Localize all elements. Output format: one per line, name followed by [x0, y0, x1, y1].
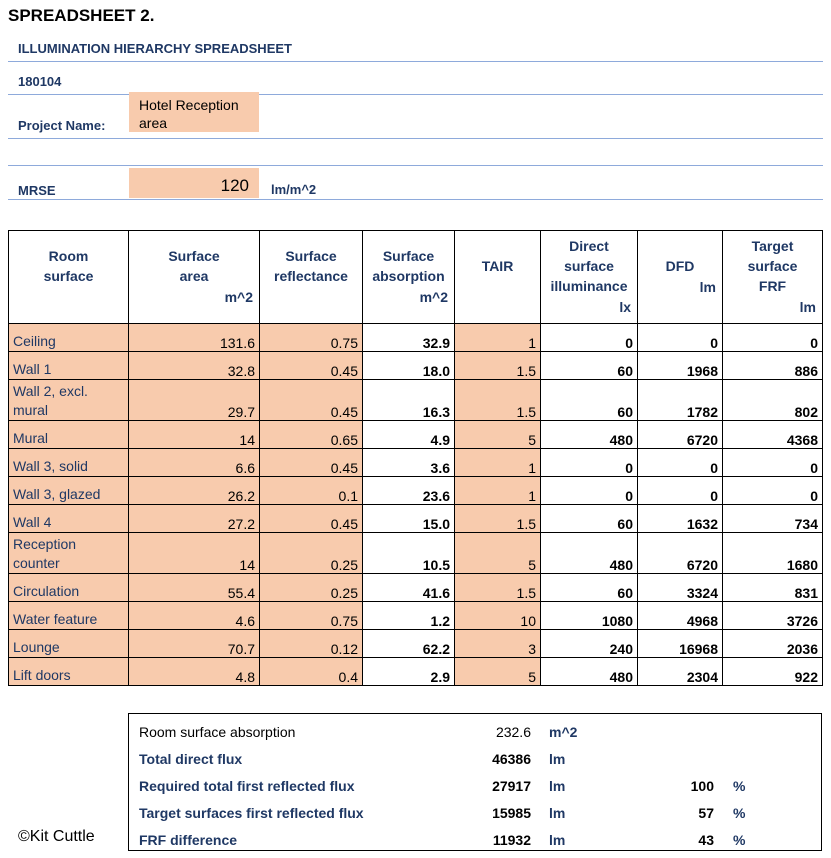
- table-cell-dfd: 1782: [638, 380, 723, 421]
- project-name-field[interactable]: [129, 92, 259, 132]
- summary-row: [129, 800, 821, 827]
- summary-row: [129, 719, 821, 746]
- summary-percent-sign: %: [733, 832, 746, 848]
- project-name-label: Project Name:: [18, 118, 106, 133]
- table-cell-area[interactable]: 26.2: [129, 477, 260, 505]
- table-cell-name[interactable]: Water feature: [9, 602, 129, 630]
- table-cell-tair[interactable]: 5: [455, 658, 541, 686]
- column-header-label: Surface absorption: [372, 248, 445, 284]
- table-cell-area[interactable]: 27.2: [129, 505, 260, 533]
- table-cell-dsi: 480: [541, 658, 638, 686]
- copyright-text: ©Kit Cuttle: [18, 828, 95, 845]
- table-cell-tair[interactable]: 1.5: [455, 574, 541, 602]
- table-row: [9, 574, 823, 602]
- summary-label: Total direct flux: [139, 751, 243, 767]
- table-cell-name[interactable]: Wall 3, glazed: [9, 477, 129, 505]
- summary-percent: 100: [690, 778, 714, 794]
- table-cell-tair[interactable]: 1: [455, 324, 541, 352]
- table-row: [9, 421, 823, 449]
- table-cell-name[interactable]: Lift doors: [9, 658, 129, 686]
- table-body: [9, 324, 823, 686]
- summary-value: 11932: [492, 832, 531, 848]
- table-cell-refl[interactable]: 0.1: [260, 477, 363, 505]
- table-row: [9, 505, 823, 533]
- mrse-value: 120: [220, 176, 249, 195]
- table-row: [9, 533, 823, 574]
- summary-row: [129, 746, 821, 773]
- table-cell-name[interactable]: Wall 1: [9, 352, 129, 380]
- table-cell-abs: 10.5: [363, 533, 455, 574]
- table-row: [9, 658, 823, 686]
- summary-value: 27917: [492, 778, 531, 794]
- table-cell-name[interactable]: Wall 3, solid: [9, 449, 129, 477]
- table-cell-abs: 16.3: [363, 380, 455, 421]
- summary-row: [129, 773, 821, 800]
- table-cell-refl[interactable]: 0.45: [260, 352, 363, 380]
- sheet-title: SPREADSHEET 2.: [8, 6, 155, 25]
- table-cell-abs: 3.6: [363, 449, 455, 477]
- table-cell-abs: 32.9: [363, 324, 455, 352]
- project-name-line1: Hotel Reception: [139, 97, 239, 113]
- project-name-line2: area: [139, 115, 168, 131]
- table-cell-name[interactable]: Wall 2, excl. mural: [9, 380, 129, 421]
- column-header-label: TAIR: [481, 258, 514, 274]
- table-cell-dsi: 1080: [541, 602, 638, 630]
- table-cell-dsi: 60: [541, 352, 638, 380]
- table-cell-abs: 15.0: [363, 505, 455, 533]
- summary-label: FRF difference: [139, 832, 238, 848]
- column-header-label: DFD: [665, 258, 695, 274]
- summary-percent-sign: %: [733, 805, 746, 821]
- illumination-table: [8, 230, 823, 686]
- table-cell-tair[interactable]: 3: [455, 630, 541, 658]
- table-row: [9, 352, 823, 380]
- table-cell-dsi: 60: [541, 505, 638, 533]
- table-cell-frf: 3726: [723, 602, 823, 630]
- summary-row: [129, 827, 821, 854]
- summary-unit: m^2: [549, 724, 578, 740]
- table-cell-refl[interactable]: 0.75: [260, 324, 363, 352]
- table-cell-refl[interactable]: 0.25: [260, 533, 363, 574]
- summary-percent: 43: [698, 832, 714, 848]
- summary-unit: lm: [549, 751, 566, 767]
- summary-percent: 57: [698, 805, 714, 821]
- table-cell-dfd: 3324: [638, 574, 723, 602]
- summary-label: Target surfaces first reflected flux: [139, 805, 364, 821]
- table-cell-frf: 831: [723, 574, 823, 602]
- column-header: [9, 231, 129, 324]
- column-header: [129, 231, 260, 324]
- column-header-unit: [9, 286, 128, 308]
- table-cell-abs: 41.6: [363, 574, 455, 602]
- table-cell-tair[interactable]: 1: [455, 477, 541, 505]
- column-header-label: Direct surface illuminance: [550, 238, 628, 294]
- table-cell-tair[interactable]: 1: [455, 449, 541, 477]
- table-cell-area[interactable]: 55.4: [129, 574, 260, 602]
- table-row: [9, 602, 823, 630]
- table-cell-area[interactable]: 4.6: [129, 602, 260, 630]
- table-cell-refl[interactable]: 0.75: [260, 602, 363, 630]
- column-header-unit: lm: [799, 299, 816, 315]
- column-header-label: Surface reflectance: [274, 248, 348, 284]
- table-cell-frf: 886: [723, 352, 823, 380]
- table-row: [9, 449, 823, 477]
- table-cell-abs: 18.0: [363, 352, 455, 380]
- table-cell-refl[interactable]: 0.12: [260, 630, 363, 658]
- table-cell-tair[interactable]: 1.5: [455, 352, 541, 380]
- mrse-unit: lm/m^2: [271, 182, 317, 197]
- table-cell-frf: 802: [723, 380, 823, 421]
- table-cell-dfd: 4968: [638, 602, 723, 630]
- table-cell-area[interactable]: 4.8: [129, 658, 260, 686]
- table-cell-area[interactable]: 14: [129, 421, 260, 449]
- table-cell-dfd: 0: [638, 449, 723, 477]
- summary-value: 15985: [492, 805, 531, 821]
- table-row: [9, 324, 823, 352]
- column-header: [260, 231, 363, 324]
- table-cell-dfd: 6720: [638, 533, 723, 574]
- table-cell-dsi: 0: [541, 477, 638, 505]
- mrse-field[interactable]: [129, 168, 259, 198]
- summary-label: Required total first reflected flux: [139, 778, 355, 794]
- table-cell-dfd: 2304: [638, 658, 723, 686]
- table-cell-name[interactable]: Circulation: [9, 574, 129, 602]
- table-cell-frf: 2036: [723, 630, 823, 658]
- column-header-unit: lm: [699, 279, 716, 295]
- table-header-row: [9, 231, 823, 324]
- mrse-label: MRSE: [18, 183, 56, 198]
- table-cell-area[interactable]: 131.6: [129, 324, 260, 352]
- table-cell-dsi: 0: [541, 324, 638, 352]
- table-cell-tair[interactable]: 1.5: [455, 380, 541, 421]
- summary-label: Room surface absorption: [139, 724, 296, 740]
- table-cell-refl[interactable]: 0.45: [260, 505, 363, 533]
- table-cell-abs: 4.9: [363, 421, 455, 449]
- table-cell-refl[interactable]: 0.45: [260, 380, 363, 421]
- table-cell-dfd: 1632: [638, 505, 723, 533]
- table-cell-area[interactable]: 32.8: [129, 352, 260, 380]
- column-header-unit: m^2: [224, 289, 253, 305]
- table-cell-tair[interactable]: 5: [455, 421, 541, 449]
- table-cell-dsi: 240: [541, 630, 638, 658]
- table-cell-tair[interactable]: 10: [455, 602, 541, 630]
- table-cell-name[interactable]: Reception counter: [9, 533, 129, 574]
- column-header-unit: lx: [619, 299, 631, 315]
- table-cell-frf: 0: [723, 477, 823, 505]
- table-row: [9, 477, 823, 505]
- table-cell-refl[interactable]: 0.65: [260, 421, 363, 449]
- summary-box: [128, 713, 822, 851]
- summary-unit: lm: [549, 805, 566, 821]
- column-header: [541, 231, 638, 324]
- column-header-label: Surface area: [168, 248, 220, 284]
- column-header: [455, 231, 541, 324]
- table-cell-abs: 1.2: [363, 602, 455, 630]
- table-cell-abs: 62.2: [363, 630, 455, 658]
- table-cell-name[interactable]: Wall 4: [9, 505, 129, 533]
- table-cell-area[interactable]: 14: [129, 533, 260, 574]
- table-cell-dfd: 16968: [638, 630, 723, 658]
- table-cell-tair[interactable]: 5: [455, 533, 541, 574]
- sheet-subtitle: ILLUMINATION HIERARCHY SPREADSHEET: [18, 41, 292, 56]
- table-cell-refl[interactable]: 0.4: [260, 658, 363, 686]
- table-cell-area[interactable]: 6.6: [129, 449, 260, 477]
- table-cell-name[interactable]: Lounge: [9, 630, 129, 658]
- column-header-unit: [260, 286, 362, 308]
- table-cell-frf: 922: [723, 658, 823, 686]
- table-cell-dsi: 60: [541, 574, 638, 602]
- table-cell-dfd: 6720: [638, 421, 723, 449]
- table-cell-name[interactable]: Mural: [9, 421, 129, 449]
- table-cell-tair[interactable]: 1.5: [455, 505, 541, 533]
- summary-value: 232.6: [495, 724, 531, 740]
- table-cell-frf: 0: [723, 324, 823, 352]
- summary-percent-sign: %: [733, 778, 746, 794]
- summary-value: 46386: [492, 751, 531, 767]
- table-cell-frf: 1680: [723, 533, 823, 574]
- column-header-label: Room surface: [43, 248, 94, 284]
- table-cell-frf: 734: [723, 505, 823, 533]
- table-cell-dsi: 480: [541, 533, 638, 574]
- summary-unit: lm: [549, 832, 566, 848]
- table-cell-frf: 0: [723, 449, 823, 477]
- table-cell-dsi: 0: [541, 449, 638, 477]
- column-header: [638, 231, 723, 324]
- summary-unit: lm: [549, 778, 566, 794]
- table-cell-refl[interactable]: 0.45: [260, 449, 363, 477]
- table-cell-refl[interactable]: 0.25: [260, 574, 363, 602]
- table-cell-area[interactable]: 70.7: [129, 630, 260, 658]
- table-row: [9, 380, 823, 421]
- table-cell-dfd: 1968: [638, 352, 723, 380]
- table-cell-dsi: 480: [541, 421, 638, 449]
- sheet-code: 180104: [18, 74, 62, 89]
- table-cell-name[interactable]: Ceiling: [9, 324, 129, 352]
- table-cell-abs: 23.6: [363, 477, 455, 505]
- column-header-unit: [455, 276, 540, 298]
- table-cell-dfd: 0: [638, 477, 723, 505]
- table-cell-dfd: 0: [638, 324, 723, 352]
- table-cell-abs: 2.9: [363, 658, 455, 686]
- table-cell-frf: 4368: [723, 421, 823, 449]
- column-header: [723, 231, 823, 324]
- column-header-unit: m^2: [419, 289, 448, 305]
- column-header-label: Target surface FRF: [747, 238, 798, 294]
- column-header: [363, 231, 455, 324]
- table-cell-area[interactable]: 29.7: [129, 380, 260, 421]
- table-cell-dsi: 60: [541, 380, 638, 421]
- table-row: [9, 630, 823, 658]
